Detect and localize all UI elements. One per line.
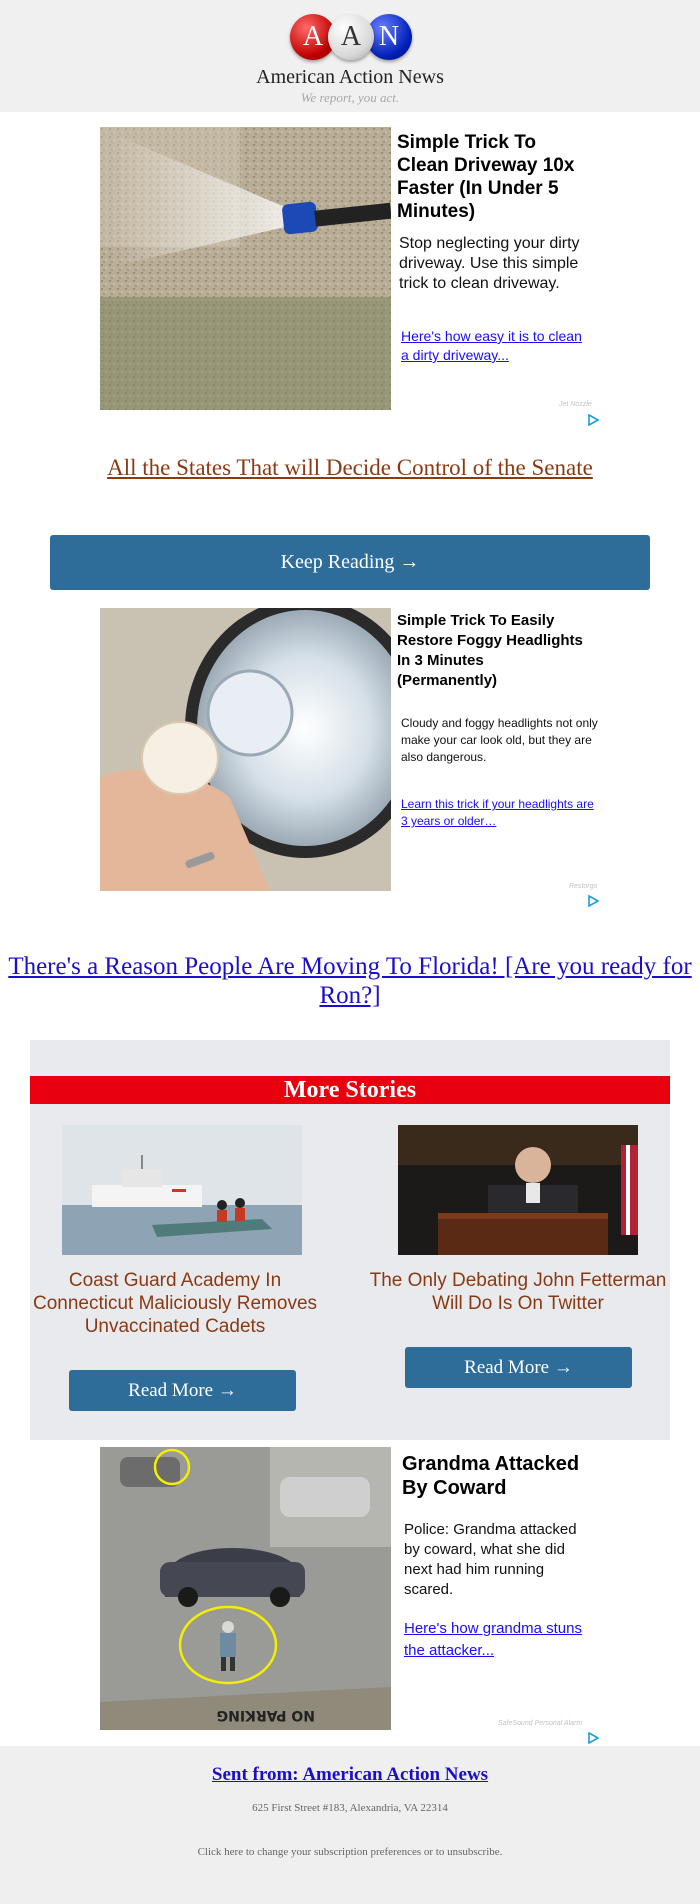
driveway-ad-source: Jet Nozzle — [559, 401, 592, 408]
florida-headline-link[interactable]: There's a Reason People Are Moving To Florida! [Are you ready for Ron?] — [8, 953, 692, 1009]
headlight-ad-link[interactable]: Learn this trick if your headlights are 3 years or older… — [401, 797, 594, 828]
driveway-ad-body: Stop neglecting your dirty driveway. Use this simple trick to clean driveway. — [399, 235, 580, 292]
headlight-ad-title[interactable]: Simple Trick To Easily Restore Foggy Headlights In 3 Minutes (Permanently) — [397, 612, 583, 689]
driveway-ad-link[interactable]: Here's how easy it is to clean a dirty driveway... — [401, 328, 582, 363]
headlight-ad-body: Cloudy and foggy headlights not only make your car look old, but they are also dangerous. — [401, 716, 598, 764]
fetterman-story-title[interactable]: The Only Debating John Fetterman Will Do Is On Twitter — [369, 1270, 667, 1314]
tagline: We report, you act. — [300, 90, 400, 105]
aan-logo[interactable] — [290, 14, 412, 64]
grandma-ad-body: Police: Grandma attacked by coward, what she did next had him running scared. — [404, 1521, 577, 1598]
driveway-ad-image[interactable] — [100, 127, 391, 410]
adchoices-icon[interactable] — [587, 894, 599, 906]
logo-letter-n-blue: N — [366, 14, 412, 60]
read-more-fetterman-button[interactable]: Read More → — [405, 1347, 632, 1388]
fetterman-story-image[interactable] — [398, 1125, 638, 1255]
headlight-ad-image[interactable] — [100, 608, 391, 891]
logo-letter-a-red: A — [290, 14, 336, 60]
driveway-ad-title[interactable]: Simple Trick To Clean Driveway 10x Faster (In Under 5 Minutes) — [397, 132, 575, 222]
email-header — [0, 0, 700, 112]
footer-address: 625 First Street #183, Alexandria, VA 22314 — [252, 1802, 448, 1814]
grandma-ad-link[interactable]: Here's how grandma stuns the attacker... — [404, 1620, 582, 1659]
no-parking-pavement-text: NO PARKING — [216, 1707, 315, 1723]
grandma-ad-title[interactable]: Grandma Attacked By Coward — [402, 1453, 580, 1499]
grandma-ad-source: SafeSound Personal Alarm — [498, 1720, 583, 1727]
read-more-coast-guard-button[interactable]: Read More → — [69, 1370, 296, 1411]
more-stories-heading: More Stories — [30, 1076, 670, 1104]
sent-from-link[interactable]: Sent from: American Action News — [211, 1764, 489, 1785]
coast-guard-story-title[interactable]: Coast Guard Academy In Connecticut Maliciously Removes Unvaccinated Cadets — [32, 1270, 318, 1337]
headlight-ad-source: Restorgo — [569, 883, 598, 890]
adchoices-icon[interactable] — [587, 1731, 599, 1743]
logo-letter-a-white: A — [328, 14, 374, 60]
keep-reading-button[interactable]: Keep Reading → — [50, 535, 650, 590]
grandma-ad-image[interactable] — [100, 1447, 391, 1730]
senate-headline-link[interactable]: All the States That will Decide Control of the Senate — [107, 455, 593, 480]
email-footer — [0, 1746, 700, 1904]
adchoices-icon[interactable] — [587, 413, 599, 425]
brand-name: American Action News — [256, 66, 444, 88]
coast-guard-story-image[interactable] — [62, 1125, 302, 1255]
unsubscribe-link[interactable]: Click here to change your subscription preferences or to unsubscribe. — [197, 1846, 503, 1858]
